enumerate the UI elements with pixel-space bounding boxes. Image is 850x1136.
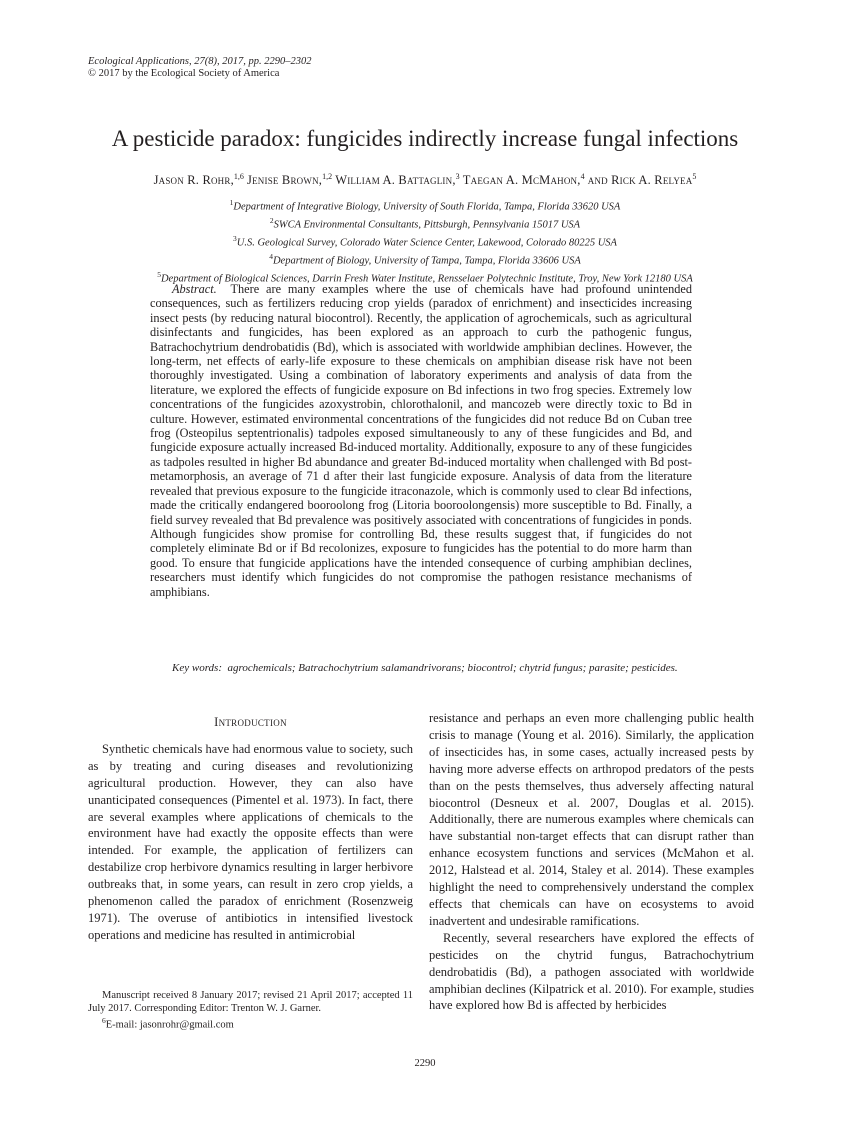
affiliation-num: 2 — [269, 216, 274, 225]
abstract — [150, 282, 692, 599]
affiliations — [0, 196, 850, 286]
author-name: Taegan A. McMahon, — [462, 173, 581, 188]
keywords-label: Key words: — [172, 662, 223, 674]
keywords — [150, 662, 692, 675]
footnotes — [88, 990, 413, 1032]
author-name: Jenise Brown, — [247, 173, 323, 188]
author-sup: 1,2 — [322, 172, 333, 181]
body-paragraph: Synthetic chemicals have had enormous value to society, such as by treating and curing diseases and revolutionizing agricultural production. However, they can also have unanticipated consequences (Pimentel et al. 1973). In fact, there are several examples where applications of chemicals to the environment have had exactly the opposite effects than were intended. For example, the application of fertilizers can destabilize crop herbivore dynamics resulting in larger herbivore outbreaks that, in some years, can result in zero crop yields, a phenomenon called the paradox of enrichment (Rosenzweig 1971). The overuse of antibiotics in intensified livestock operations and medicine has resulted in antimicrobial — [88, 741, 413, 942]
author-name: Jason R. Rohr, — [153, 173, 234, 188]
author-sup: 3 — [455, 172, 460, 181]
affiliation-text: Department of Biology, University of Tampa, Tampa, Florida 33606 USA — [272, 255, 581, 267]
author-sup: 4 — [580, 172, 585, 181]
affiliation-num: 3 — [233, 234, 237, 243]
author-name: and Rick A. Relyea — [587, 173, 693, 188]
affiliation-num: 1 — [229, 198, 234, 207]
copyright-line: © 2017 by the Ecological Society of America — [88, 68, 280, 79]
abstract-text: There are many examples where the use of chemicals have had profound unintended consequences, such as fertilizers reducing crop yields (paradox of enrichment) and insecticides increasing insect pests (by reducing natural biocontrol). Recently, the application of agrochemicals, such as agricultural disinfectants and fungicides, has been explored as an approach to curb the pathogenic fungus, Batrachochytrium dendrobatidis (Bd), which is associated with worldwide amphibian declines. However, the long-term, net effects of early-life exposure to these chemicals on amphibian disease risk have not been thoroughly investigated. Using a combination of laboratory experiments and analysis of data from the literature, we explored the effects of fungicide exposure on Bd infections in two frog species. Extremely low concentrations of the fungicides azoxystrobin, chlorothalonil, and mancozeb were directly toxic to Bd in culture. However, estimated environmental concentrations of the fungicides did not reduce Bd on Cuban tree frog (Osteopilus septentrionalis) tadpoles exposed simultaneously to any of these fungicides and Bd, and fungicide exposure actually increased Bd-induced mortality. Additionally, exposure to any of these fungicides as tadpoles resulted in higher Bd abundance and greater Bd-induced mortality when challenged with Bd post-metamorphosis, an average of 71 d after their last fungicide exposure. Analysis of data from the literature revealed that previous exposure to the fungicide itraconazole, which is commonly used to clear Bd infections, made the critically endangered booroolong frog (Litoria booroolongensis) more susceptible to Bd. Finally, a field survey revealed that Bd prevalence was positively associated with concentrations of fungicides in ponds. Although fungicides show promise for controlling Bd, these results suggest that, if fungicides do not completely eliminate Bd or if Bd recolonizes, exposure to fungicides has the potential to do more harm than good. To ensure that fungicide applications have the intended consequence of curbing amphibian declines, researchers must identify which fungicides do not compromise the pathogen resistance mechanisms of amphibians. — [150, 282, 692, 599]
abstract-paragraph — [150, 282, 692, 599]
affiliation — [0, 232, 850, 250]
email-note — [88, 1015, 413, 1032]
journal-header — [88, 56, 312, 80]
abstract-label: Abstract. — [172, 282, 217, 296]
page-number: 2290 — [414, 1058, 436, 1069]
affiliation-text: SWCA Environmental Consultants, Pittsburgh, Pennsylvania 15017 USA — [273, 219, 581, 231]
journal-citation: Ecological Applications, 27(8), 2017, pp. 2290–2302 — [88, 56, 312, 67]
affiliation-text: Department of Integrative Biology, University of South Florida, Tampa, Florida 33620 USA — [233, 201, 621, 213]
keywords-text: agrochemicals; Batrachochytrium salamandrivorans; biocontrol; chytrid fungus; parasite; pesticides. — [227, 662, 678, 674]
section-heading: Introduction — [214, 715, 287, 729]
affiliation — [0, 196, 850, 214]
keywords-paragraph — [150, 662, 692, 675]
author-sup: 1,6 — [233, 172, 244, 181]
article-title: A pesticide paradox: fungicides indirectly increase fungal infections — [111, 126, 739, 151]
email-text: E-mail: jasonrohr@gmail.com — [105, 1019, 234, 1031]
body-paragraph: resistance and perhaps an even more challenging public health crisis to manage (Young et al. 2016). Similarly, the application of insecticides has, in some cases, actually increased pests by having more adverse effects on arthropod predators of the pests than on the pests themselves, thus adversely affecting natural biocontrol (Desneux et al. 2007, Douglas et al. 2015). Additionally, there are numerous examples where chemicals can have substantial non-target effects that can disrupt rather than enhance ecosystem functions and services (McMahon et al. 2012, Halstead et al. 2014, Staley et al. 2014). These examples highlight the need to comprehensively understand the complex effects that chemicals can have on ecosystems to avoid inadvertent and undesirable ramifications. — [429, 711, 754, 928]
manuscript-note: Manuscript received 8 January 2017; revised 21 April 2017; accepted 11 July 2017. Corresponding Editor: Trenton W. J. Garner. — [88, 990, 413, 1014]
author-list — [0, 169, 850, 188]
affiliation-num: 5 — [157, 270, 161, 279]
affiliation — [0, 214, 850, 232]
affiliation-text: U.S. Geological Survey, Colorado Water Science Center, Lakewood, Colorado 80225 USA — [236, 237, 617, 249]
affiliation-num: 4 — [269, 252, 273, 261]
body-paragraph: Recently, several researchers have explored the effects of pesticides on the chytrid fungus, Batrachochytrium dendrobatidis (Bd), a pathogen associated with worldwide amphibian declines (Kilpatrick et al. 2010). For example, studies have explored how Bd is affected by herbicides — [429, 930, 754, 1013]
affiliation — [0, 250, 850, 268]
email-sup: 6 — [102, 1016, 106, 1025]
left-column — [88, 715, 413, 944]
affiliation-text: Department of Biological Sciences, Darrin Fresh Water Institute, Rensselaer Polytechnic Institute, Troy, New York 12180 USA — [160, 273, 693, 285]
right-column — [429, 710, 754, 1014]
author-sup: 5 — [692, 172, 697, 181]
author-name: William A. Battaglin, — [335, 173, 456, 188]
